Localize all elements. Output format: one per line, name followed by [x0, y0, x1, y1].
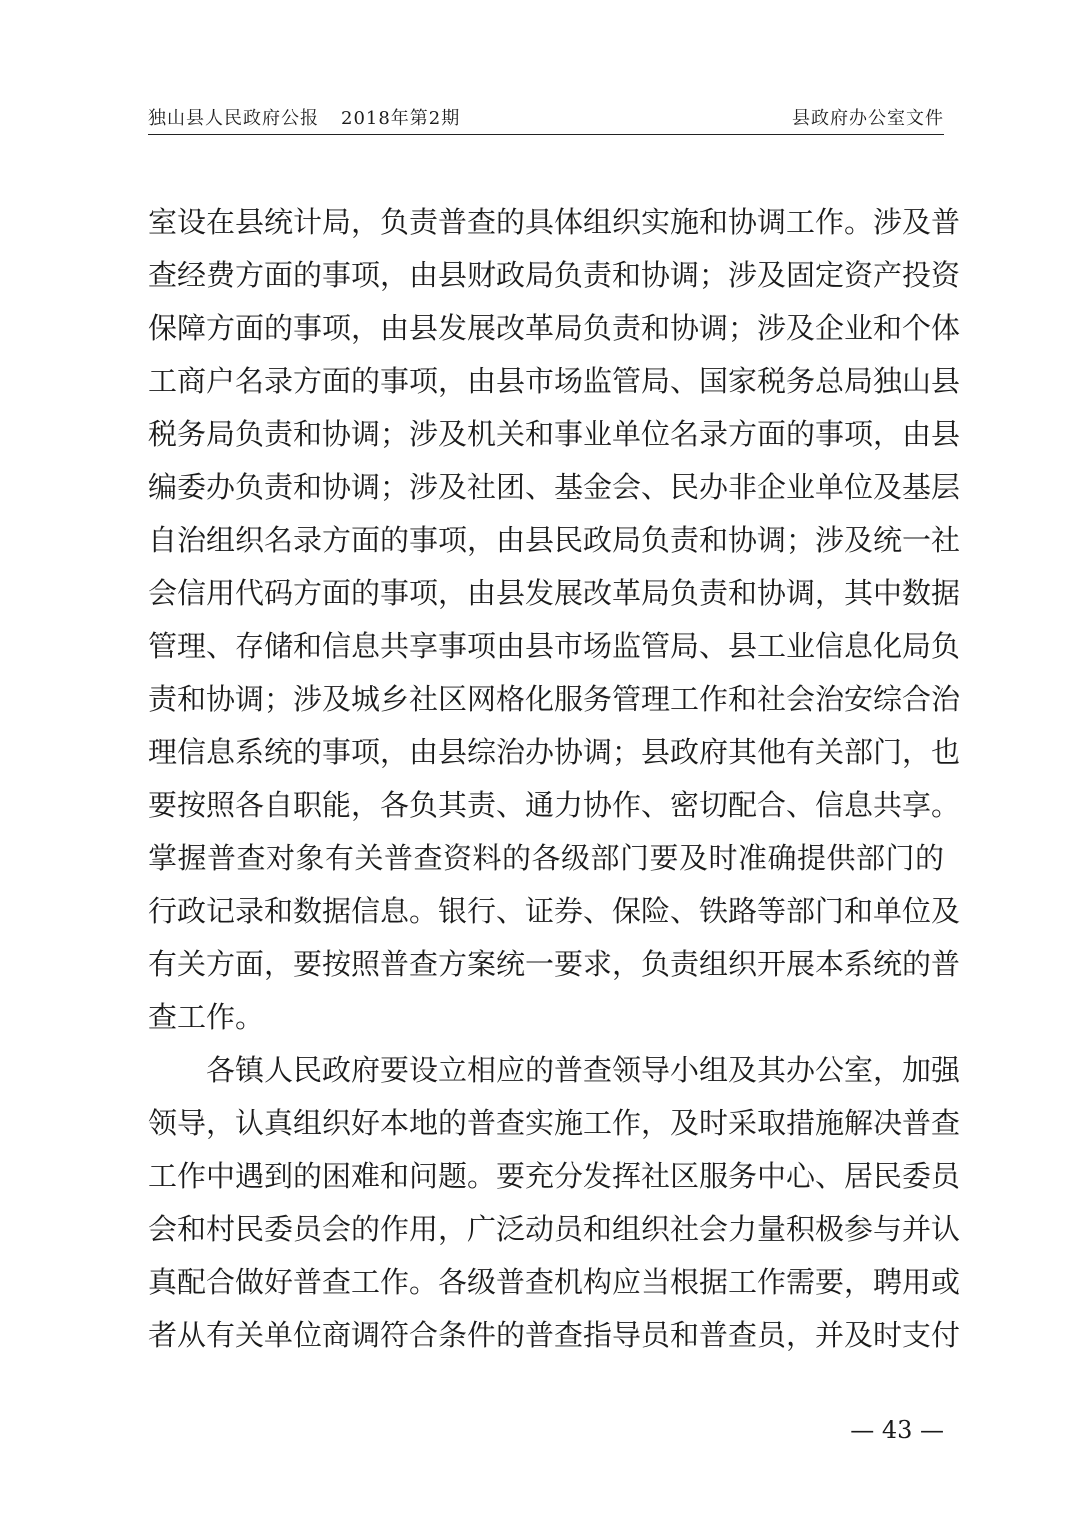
text-line: 工作中遇到的困难和问题。要充分发挥社区服务中心、居民委员: [148, 1159, 961, 1193]
text-line: 查工作。: [148, 1000, 265, 1034]
text-line: 查经费方面的事项，由县财政局负责和协调；涉及固定资产投资: [148, 258, 961, 292]
text-line: 管理、存储和信息共享事项由县市场监管局、县工业信息化局负: [148, 629, 961, 663]
page-header: [148, 100, 944, 135]
page-number: — 43 —: [850, 1416, 944, 1444]
paragraph-1: [148, 196, 961, 1044]
text-line: 有关方面，要按照普查方案统一要求，负责组织开展本系统的普: [148, 947, 961, 981]
text-line: 室设在县统计局，负责普查的具体组织实施和协调工作。涉及普: [148, 205, 961, 239]
text-line: 责和协调；涉及城乡社区网格化服务管理工作和社会治安综合治: [148, 682, 961, 716]
publication-title: 独山县人民政府公报: [148, 108, 319, 129]
text-line: 各镇人民政府要设立相应的普查领导小组及其办公室，加强: [206, 1053, 961, 1087]
text-line: 理信息系统的事项，由县综治办协调；县政府其他有关部门，也: [148, 735, 961, 769]
document-body: [148, 196, 961, 1362]
text-line: 领导，认真组织好本地的普查实施工作，及时采取措施解决普查: [148, 1106, 961, 1140]
issue-number: 2018年第2期: [341, 108, 461, 129]
text-line: 会和村民委员会的作用，广泛动员和组织社会力量积极参与并认: [148, 1212, 961, 1246]
text-line: 真配合做好普查工作。各级普查机构应当根据工作需要，聘用或: [148, 1265, 961, 1299]
text-line: 者从有关单位商调符合条件的普查指导员和普查员，并及时支付: [148, 1318, 961, 1352]
paragraph-2: [148, 1044, 961, 1362]
text-line: 税务局负责和协调；涉及机关和事业单位名录方面的事项，由县: [148, 417, 961, 451]
text-line: 保障方面的事项，由县发展改革局负责和协调；涉及企业和个体: [148, 311, 961, 345]
text-line: 要按照各自职能，各负其责、通力协作、密切配合、信息共享。: [148, 788, 961, 822]
section-title: 县政府办公室文件: [792, 108, 944, 129]
text-line: 编委办负责和协调；涉及社团、基金会、民办非企业单位及基层: [148, 470, 961, 504]
text-line: 工商户名录方面的事项，由县市场监管局、国家税务总局独山县: [148, 364, 961, 398]
text-line: 会信用代码方面的事项，由县发展改革局负责和协调，其中数据: [148, 576, 961, 610]
text-line: 自治组织名录方面的事项，由县民政局负责和协调；涉及统一社: [148, 523, 961, 557]
text-line: 行政记录和数据信息。银行、证券、保险、铁路等部门和单位及: [148, 894, 961, 928]
header-left: [148, 104, 460, 130]
text-line: 掌握普查对象有关普查资料的各级部门要及时准确提供部门的: [148, 841, 944, 875]
